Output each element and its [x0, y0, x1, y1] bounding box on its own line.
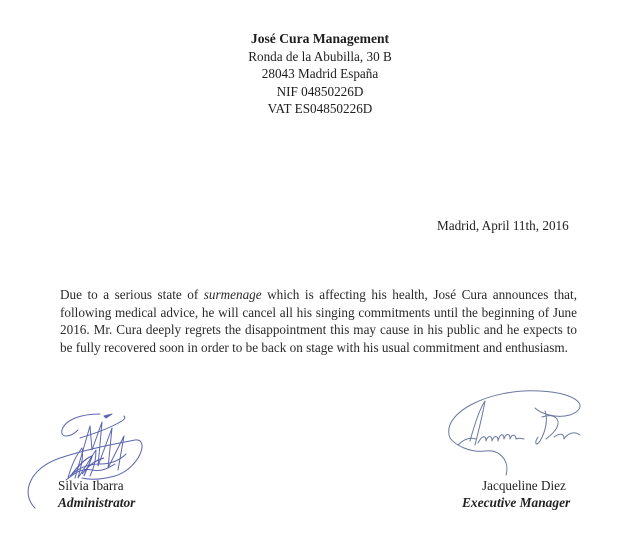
vat-number: VAT ES04850226D — [267, 101, 373, 117]
nif-number: NIF 04850226D — [276, 83, 364, 99]
signer-title-right: Executive Manager — [462, 495, 571, 510]
body-text-end: which is affecting his health, José Cura announces that, following medical advice, he will cancel all his singing commitments until the beginning of June 2016. Mr. Cura deeply regrets the disappointment this may cause in his public and he expects to be fully recovered soon in order to be back on stage with his usual commitment and enthusiasm. — [60, 287, 577, 355]
letter-body — [60, 286, 577, 356]
signer-title-left: Administrator — [58, 495, 136, 510]
address-line-1: Ronda de la Abubilla, 30 B — [248, 48, 392, 64]
letter-date: Madrid, April 11th, 2016 — [437, 218, 569, 233]
company-name: José Cura Management — [250, 31, 390, 46]
body-emphasis: surmenage — [203, 287, 262, 302]
letterhead — [200, 30, 440, 118]
body-text-start: Due to a serious state of — [60, 287, 204, 302]
address-line-2: 28043 Madrid España — [261, 66, 379, 82]
body-paragraph — [60, 286, 577, 356]
signer-name-right: Jacqueline Diez — [482, 478, 566, 493]
signature-jacqueline-diez — [430, 383, 595, 483]
signer-name-left: Silvia Ibarra — [58, 478, 124, 493]
